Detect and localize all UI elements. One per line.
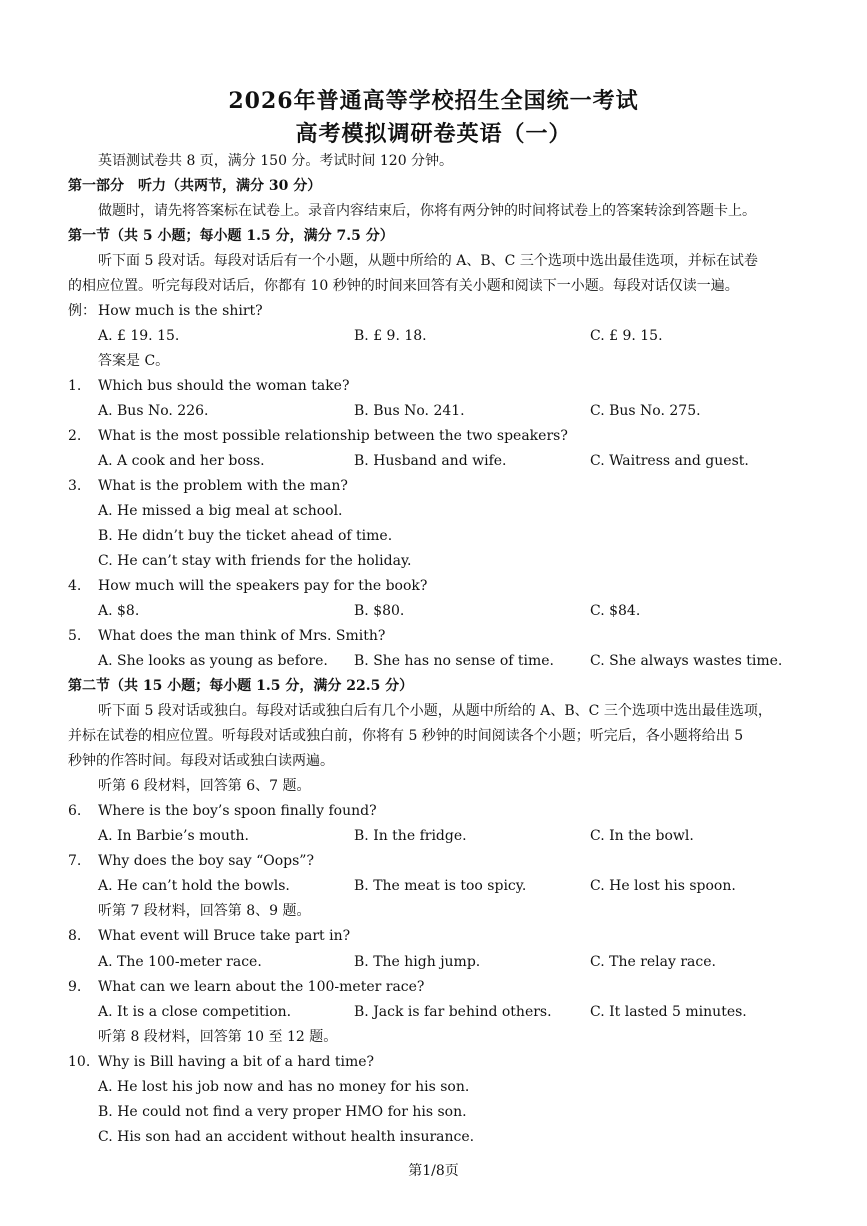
option-a: A. In Barbie’s mouth. bbox=[98, 828, 249, 844]
option-c: C. His son had an accident without health insurance. bbox=[98, 1129, 475, 1145]
section2-instruction-3: 秒钟的作答时间。每段对话或独白读两遍。 bbox=[68, 753, 334, 769]
option-c: C. Bus No. 275. bbox=[590, 403, 701, 419]
question-text: How much will the speakers pay for the book? bbox=[98, 578, 428, 594]
question-text: What is the problem with the man? bbox=[98, 478, 348, 494]
section2-heading: 第二节（共 15 小题；每小题 1.5 分，满分 22.5 分） bbox=[68, 678, 414, 694]
example-option-b: B. £ 9. 18. bbox=[354, 328, 427, 344]
section1-instruction-1: 听下面 5 段对话。每段对话后有一个小题，从题中所给的 A、B、C 三个选项中选出最佳选项，并标在试卷 bbox=[98, 253, 758, 269]
question-text: What does the man think of Mrs. Smith? bbox=[98, 628, 386, 644]
question-text: What is the most possible relationship between the two speakers? bbox=[98, 428, 568, 444]
option-c: C. Waitress and guest. bbox=[590, 453, 749, 469]
example-question: How much is the shirt? bbox=[98, 303, 263, 319]
option-a: A. She looks as young as before. bbox=[98, 653, 328, 669]
option-b: B. In the fridge. bbox=[354, 828, 467, 844]
option-c: C. He lost his spoon. bbox=[590, 878, 736, 894]
option-b: B. Jack is far behind others. bbox=[354, 1004, 552, 1020]
question-number: 10. bbox=[68, 1054, 91, 1070]
question-number: 5. bbox=[68, 628, 82, 644]
material-note: 听第 8 段材料，回答第 10 至 12 题。 bbox=[98, 1029, 338, 1045]
example-option-a: A. £ 19. 15. bbox=[98, 328, 180, 344]
question-number: 9. bbox=[68, 979, 82, 995]
question-text: Which bus should the woman take? bbox=[98, 378, 350, 394]
question-number: 7. bbox=[68, 853, 82, 869]
section1-instruction-2: 的相应位置。听完每段对话后，你都有 10 秒钟的时间来回答有关小题和阅读下一小题。每段对话仅读一遍。 bbox=[68, 278, 739, 294]
question-text: What event will Bruce take part in? bbox=[98, 928, 351, 944]
option-b: B. The high jump. bbox=[354, 954, 481, 970]
option-c: C. She always wastes time. bbox=[590, 653, 783, 669]
option-b: B. She has no sense of time. bbox=[354, 653, 555, 669]
option-c: C. The relay race. bbox=[590, 954, 716, 970]
material-note: 听第 7 段材料，回答第 8、9 题。 bbox=[98, 903, 311, 919]
option-a: A. $8. bbox=[98, 603, 140, 619]
part1-heading: 第一部分 听力（共两节，满分 30 分） bbox=[68, 178, 322, 194]
option-c: C. $84. bbox=[590, 603, 641, 619]
part1-instruction: 做题时，请先将答案标在试卷上。录音内容结束后，你将有两分钟的时间将试卷上的答案转涂到答题卡上。 bbox=[98, 203, 756, 219]
question-number: 3. bbox=[68, 478, 82, 494]
section2-instruction-2: 并标在试卷的相应位置。听每段对话或独白前，你将有 5 秒钟的时间阅读各个小题；听完后，各小题将给出 5 bbox=[68, 728, 744, 744]
question-text: Why does the boy say “Oops”? bbox=[98, 853, 314, 869]
example-answer: 答案是 C。 bbox=[98, 353, 170, 369]
page-number: 第1/8页 bbox=[408, 1163, 459, 1179]
option-b: B. He didn’t buy the ticket ahead of time. bbox=[98, 528, 393, 544]
question-number: 1. bbox=[68, 378, 82, 394]
question-number: 8. bbox=[68, 928, 82, 944]
question-number: 4. bbox=[68, 578, 82, 594]
question-number: 6. bbox=[68, 803, 82, 819]
option-a: A. A cook and her boss. bbox=[98, 453, 265, 469]
option-a: A. He lost his job now and has no money for his son. bbox=[98, 1079, 470, 1095]
option-c: C. It lasted 5 minutes. bbox=[590, 1004, 747, 1020]
intro-text: 英语测试卷共 8 页，满分 150 分。考试时间 120 分钟。 bbox=[98, 153, 454, 169]
section1-heading: 第一节（共 5 小题；每小题 1.5 分，满分 7.5 分） bbox=[68, 228, 394, 244]
option-c: C. In the bowl. bbox=[590, 828, 694, 844]
material-note: 听第 6 段材料，回答第 6、7 题。 bbox=[98, 778, 311, 794]
question-text: Where is the boy’s spoon finally found? bbox=[98, 803, 377, 819]
question-text: What can we learn about the 100-meter race? bbox=[98, 979, 425, 995]
option-a: A. He missed a big meal at school. bbox=[98, 503, 343, 519]
option-b: B. $80. bbox=[354, 603, 405, 619]
option-b: B. Husband and wife. bbox=[354, 453, 507, 469]
option-b: B. Bus No. 241. bbox=[354, 403, 465, 419]
example-label: 例： bbox=[68, 303, 96, 319]
example-option-c: C. £ 9. 15. bbox=[590, 328, 663, 344]
option-a: A. It is a close competition. bbox=[98, 1004, 292, 1020]
option-c: C. He can’t stay with friends for the holiday. bbox=[98, 553, 412, 569]
section2-instruction-1: 听下面 5 段对话或独白。每段对话或独白后有几个小题，从题中所给的 A、B、C 三个选项中选出最佳选项， bbox=[98, 703, 772, 719]
option-a: A. Bus No. 226. bbox=[98, 403, 209, 419]
option-a: A. The 100-meter race. bbox=[98, 954, 262, 970]
option-b: B. He could not find a very proper HMO for his son. bbox=[98, 1104, 467, 1120]
exam-subtitle: 高考模拟调研卷英语（一） bbox=[295, 121, 572, 147]
question-number: 2. bbox=[68, 428, 82, 444]
option-b: B. The meat is too spicy. bbox=[354, 878, 527, 894]
question-text: Why is Bill having a bit of a hard time? bbox=[98, 1054, 375, 1070]
option-a: A. He can’t hold the bowls. bbox=[98, 878, 290, 894]
exam-title: 2026年普通高等学校招生全国统一考试 bbox=[228, 88, 639, 114]
